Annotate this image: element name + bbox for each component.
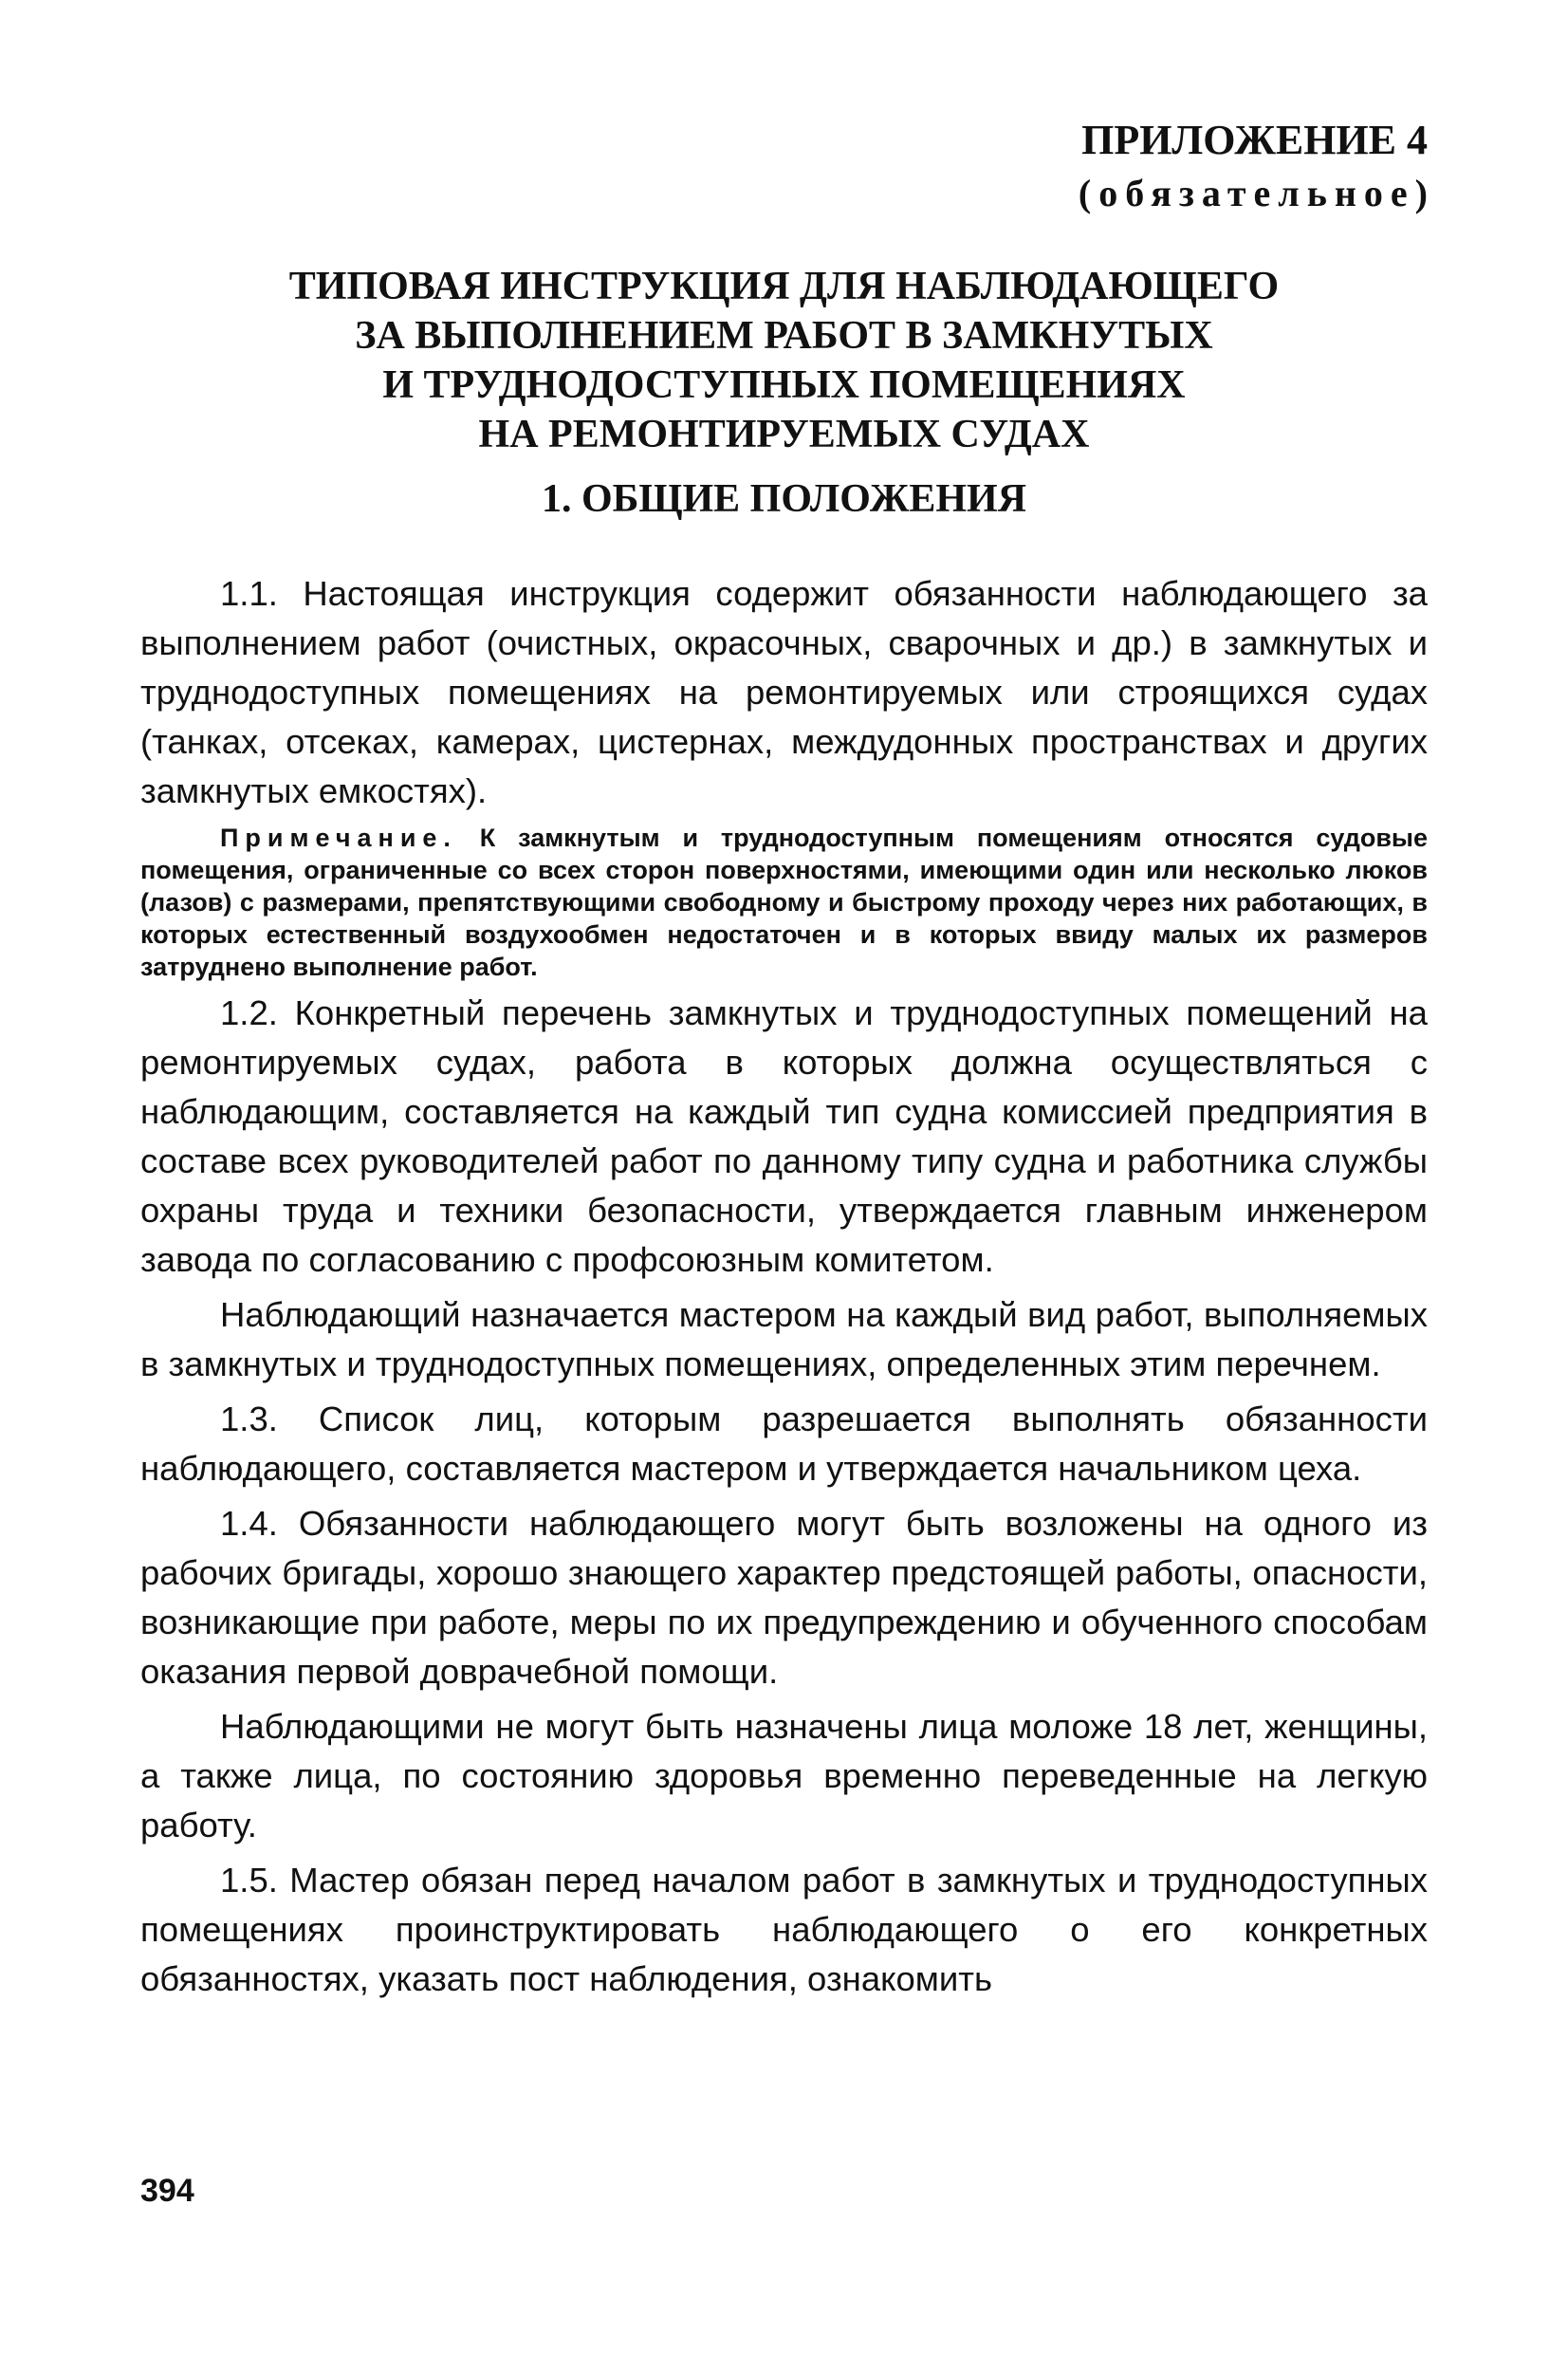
appendix-number: ПРИЛОЖЕНИЕ 4 (1081, 117, 1428, 163)
appendix-header (1078, 114, 1435, 220)
title-line: И ТРУДНОДОСТУПНЫХ ПОМЕЩЕНИЯХ (382, 363, 1186, 407)
title-line: ЗА ВЫПОЛНЕНИЕМ РАБОТ В ЗАМКНУТЫХ (355, 314, 1213, 358)
note (140, 822, 1428, 983)
title-line: ТИПОВАЯ ИНСТРУКЦИЯ ДЛЯ НАБЛЮДАЮЩЕГО (288, 265, 1280, 308)
note-text: К замкнутым и труднодоступным помещениям относятся судовые помещения, ограниченные со всех сторон поверхностями, имеющими один или несколько люков (лазов) с размерами, препятствующими свободному и быстрому проходу через них работающих, в которых естественный воздухообмен недостаточен и в которых ввиду малых их размеров затруднено выполнение работ. (140, 824, 1428, 981)
paragraph-1-4-b: Наблюдающими не могут быть назначены лица моложе 18 лет, женщины, а также лица, по состоянию здоровья временно переведенные на легкую работу. (140, 1707, 1428, 1844)
document-title (140, 262, 1428, 459)
appendix-status: (обязательное) (1078, 172, 1435, 214)
paragraph-1-3: 1.3. Список лиц, которым разрешается выполнять обязанности наблюдающего, составляется мастером и утверждается начальником цеха. (140, 1399, 1428, 1488)
paragraph-1-1: 1.1. Настоящая инструкция содержит обязанности наблюдающего за выполнением работ (очистных, окрасочных, сварочных и др.) в замкнутых и труднодоступных помещениях на ремонтируемых или строящихся судах (танках, отсеках, камерах, цистернах, междудонных пространствах и других замкнутых емкостях). (140, 574, 1428, 810)
paragraph-1-2-b: Наблюдающий назначается мастером на каждый вид работ, выполняемых в замкнутых и труднодоступных помещениях, определенных этим перечнем. (140, 1295, 1428, 1383)
paragraph-1-4: 1.4. Обязанности наблюдающего могут быть возложены на одного из рабочих бригады, хорошо знающего характер предстоящей работы, опасности, возникающие при работе, меры по их предупреждению и обученного способам оказания первой доврачебной помощи. (140, 1504, 1428, 1691)
body-text (140, 569, 1428, 2004)
note-label: Примечание. (220, 824, 457, 852)
page-number: 394 (140, 2173, 194, 2209)
title-line: НА РЕМОНТИРУЕМЫХ СУДАХ (478, 413, 1090, 456)
paragraph-1-2: 1.2. Конкретный перечень замкнутых и труднодоступных помещений на ремонтируемых судах, работа в которых должна осуществляться с наблюдающим, составляется на каждый тип судна комиссией предприятия в составе всех руководителей работ по данному типу судна и работника службы охраны труда и техники безопасности, утверждается главным инженером завода по согласованию с профсоюзным комитетом. (140, 993, 1428, 1279)
section-heading: 1. ОБЩИЕ ПОЛОЖЕНИЯ (541, 477, 1027, 521)
paragraph-1-5: 1.5. Мастер обязан перед началом работ в замкнутых и труднодоступных помещениях проинструктировать наблюдающего о его конкретных обязанностях, указать пост наблюдения, ознакомить (140, 1861, 1428, 1998)
